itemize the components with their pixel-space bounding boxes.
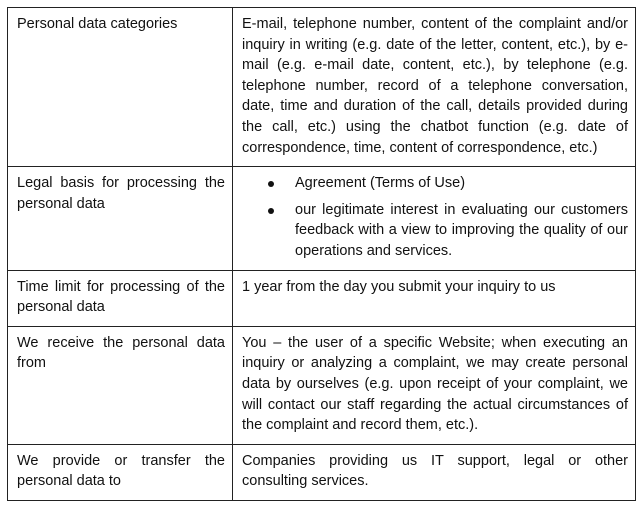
list-item (242, 173, 628, 194)
personal-data-table (7, 7, 636, 501)
list-item (242, 200, 628, 262)
row-label: We receive the personal data from (8, 326, 233, 444)
row-content: E-mail, telephone number, content of the complaint and/or inquiry in writing (e.g. date of the letter, content, etc.), by e-mail (e.g. e-mail date, content, etc.), by telephone (e.g. telephone number, record of a telephone conversation, date, time and duration of the call, details provided during the call, etc.) using the chatbot function (e.g. date of correspondence, time, content of correspondence, etc.) (233, 8, 636, 167)
row-content: Companies providing us IT support, legal or other consulting services. (233, 444, 636, 500)
list-item-text: Agreement (Terms of Use) (295, 175, 466, 192)
row-content: You – the user of a specific Website; when executing an inquiry or analyzing a complaint, we may create personal data by ourselves (e.g. upon receipt of your complaint, we will contact our staff regarding the actual circumstances of the complaint and record them, etc.). (233, 326, 636, 444)
list-item-text: our legitimate interest in evaluating our customers feedback with a view to improving the quality of our operations and services. (295, 201, 628, 259)
table-row-time-limit (8, 270, 636, 326)
table-row-recipients (8, 444, 636, 500)
row-content: 1 year from the day you submit your inquiry to us (233, 270, 636, 326)
legal-basis-list (242, 173, 628, 261)
table-row-data-source (8, 326, 636, 444)
row-label: We provide or transfer the personal data to (8, 444, 233, 500)
table-row-data-categories (8, 8, 636, 167)
row-label: Legal basis for processing the personal data (8, 167, 233, 270)
row-label: Time limit for processing of the personal data (8, 270, 233, 326)
row-label: Personal data categories (8, 8, 233, 167)
table-row-legal-basis (8, 167, 636, 270)
row-content (233, 167, 636, 270)
bullet-icon (268, 181, 274, 187)
bullet-icon (268, 208, 274, 214)
